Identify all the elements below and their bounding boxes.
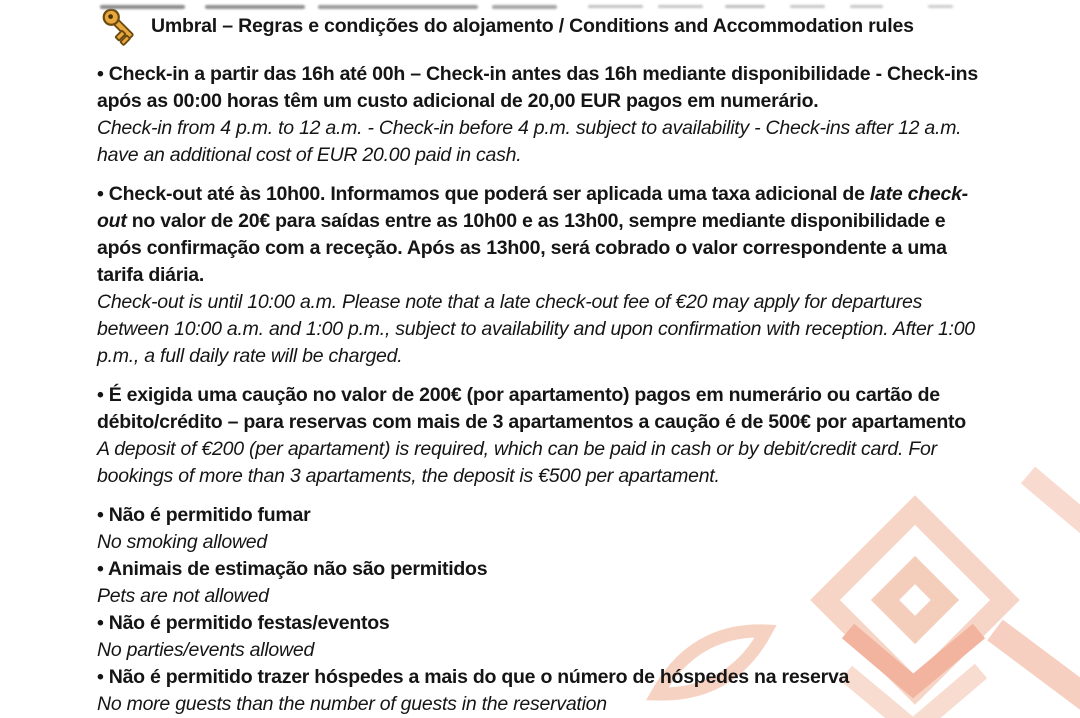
section-deposit: [97, 382, 988, 490]
artifact-fragment: [318, 5, 478, 9]
checkout-rule-pt-before: • Check-out até às 10h00. Informamos que poderá ser aplicada uma taxa adicional de: [97, 183, 870, 205]
rule-no-parties-pt: • Não é permitido festas/eventos: [97, 612, 390, 634]
section-house-rules: [97, 502, 988, 718]
artifact-fragment: [588, 5, 643, 8]
checkin-rule-pt: • Check-in a partir das 16h até 00h – Check-in antes das 16h mediante disponibilidade - Check-ins após as 00:00 horas têm um custo adicional de 20,00 EUR pagos em numerário.: [97, 63, 978, 112]
artifact-fragment: [100, 5, 185, 9]
artifact-fragment: [790, 5, 825, 8]
rule-no-extra-guests-pt: • Não é permitido trazer hóspedes a mais do que o número de hóspedes na reserva: [97, 666, 850, 688]
artifact-fragment: [205, 5, 305, 9]
rule-no-extra-guests-en: No more guests than the number of guests in the reservation: [97, 693, 607, 715]
section-checkout: [97, 181, 988, 370]
page-title: Umbral – Regras e condições do alojamento / Conditions and Accommodation rules: [151, 14, 914, 37]
cropped-text-artifact: [0, 5, 1080, 13]
artifact-fragment: [492, 5, 557, 9]
checkout-rule-pt-emphasis: late check-out: [97, 183, 968, 232]
document-body: [0, 47, 1080, 718]
artifact-fragment: [850, 5, 883, 8]
rule-no-pets-pt: • Animais de estimação não são permitidos: [97, 558, 488, 580]
checkout-rule-pt-after: no valor de 20€ para saídas entre as 10h00 e as 13h00, sempre mediante disponibilidade e após confirmação com a receção. Após as 13h00, será cobrado o valor correspondente a uma tarifa diária.: [97, 210, 947, 286]
rule-no-smoking-en: No smoking allowed: [97, 531, 268, 553]
rule-no-smoking-pt: • Não é permitido fumar: [97, 504, 311, 526]
deposit-rule-pt: • É exigida uma caução no valor de 200€ (por apartamento) pagos em numerário ou cartão de débito/crédito – para reservas com mais de 3 apartamentos a caução é de 500€ por apartamento: [97, 384, 966, 433]
artifact-fragment: [725, 5, 765, 8]
rule-no-pets-en: Pets are not allowed: [97, 585, 269, 607]
artifact-fragment: [928, 5, 953, 8]
document-page: [0, 5, 1080, 715]
section-checkin: [97, 61, 988, 169]
checkout-rule-pt: [97, 181, 988, 289]
artifact-fragment: [658, 5, 703, 8]
checkout-rule-en: Check-out is until 10:00 a.m. Please note that a late check-out fee of €20 may apply for departures between 10:00 a.m. and 1:00 p.m., subject to availability and upon confirmation with reception. After 1:00 p.m., a full daily rate will be charged.: [97, 291, 975, 367]
rule-no-parties-en: No parties/events allowed: [97, 639, 315, 661]
checkin-rule-en: Check-in from 4 p.m. to 12 a.m. - Check-in before 4 p.m. subject to availability - Check-ins after 12 a.m. have an additional cost of EUR 20.00 paid in cash.: [97, 117, 962, 166]
deposit-rule-en: A deposit of €200 (per apartament) is required, which can be paid in cash or by debit/credit card. For bookings of more than 3 apartaments, the deposit is €500 per apartament.: [97, 438, 937, 487]
